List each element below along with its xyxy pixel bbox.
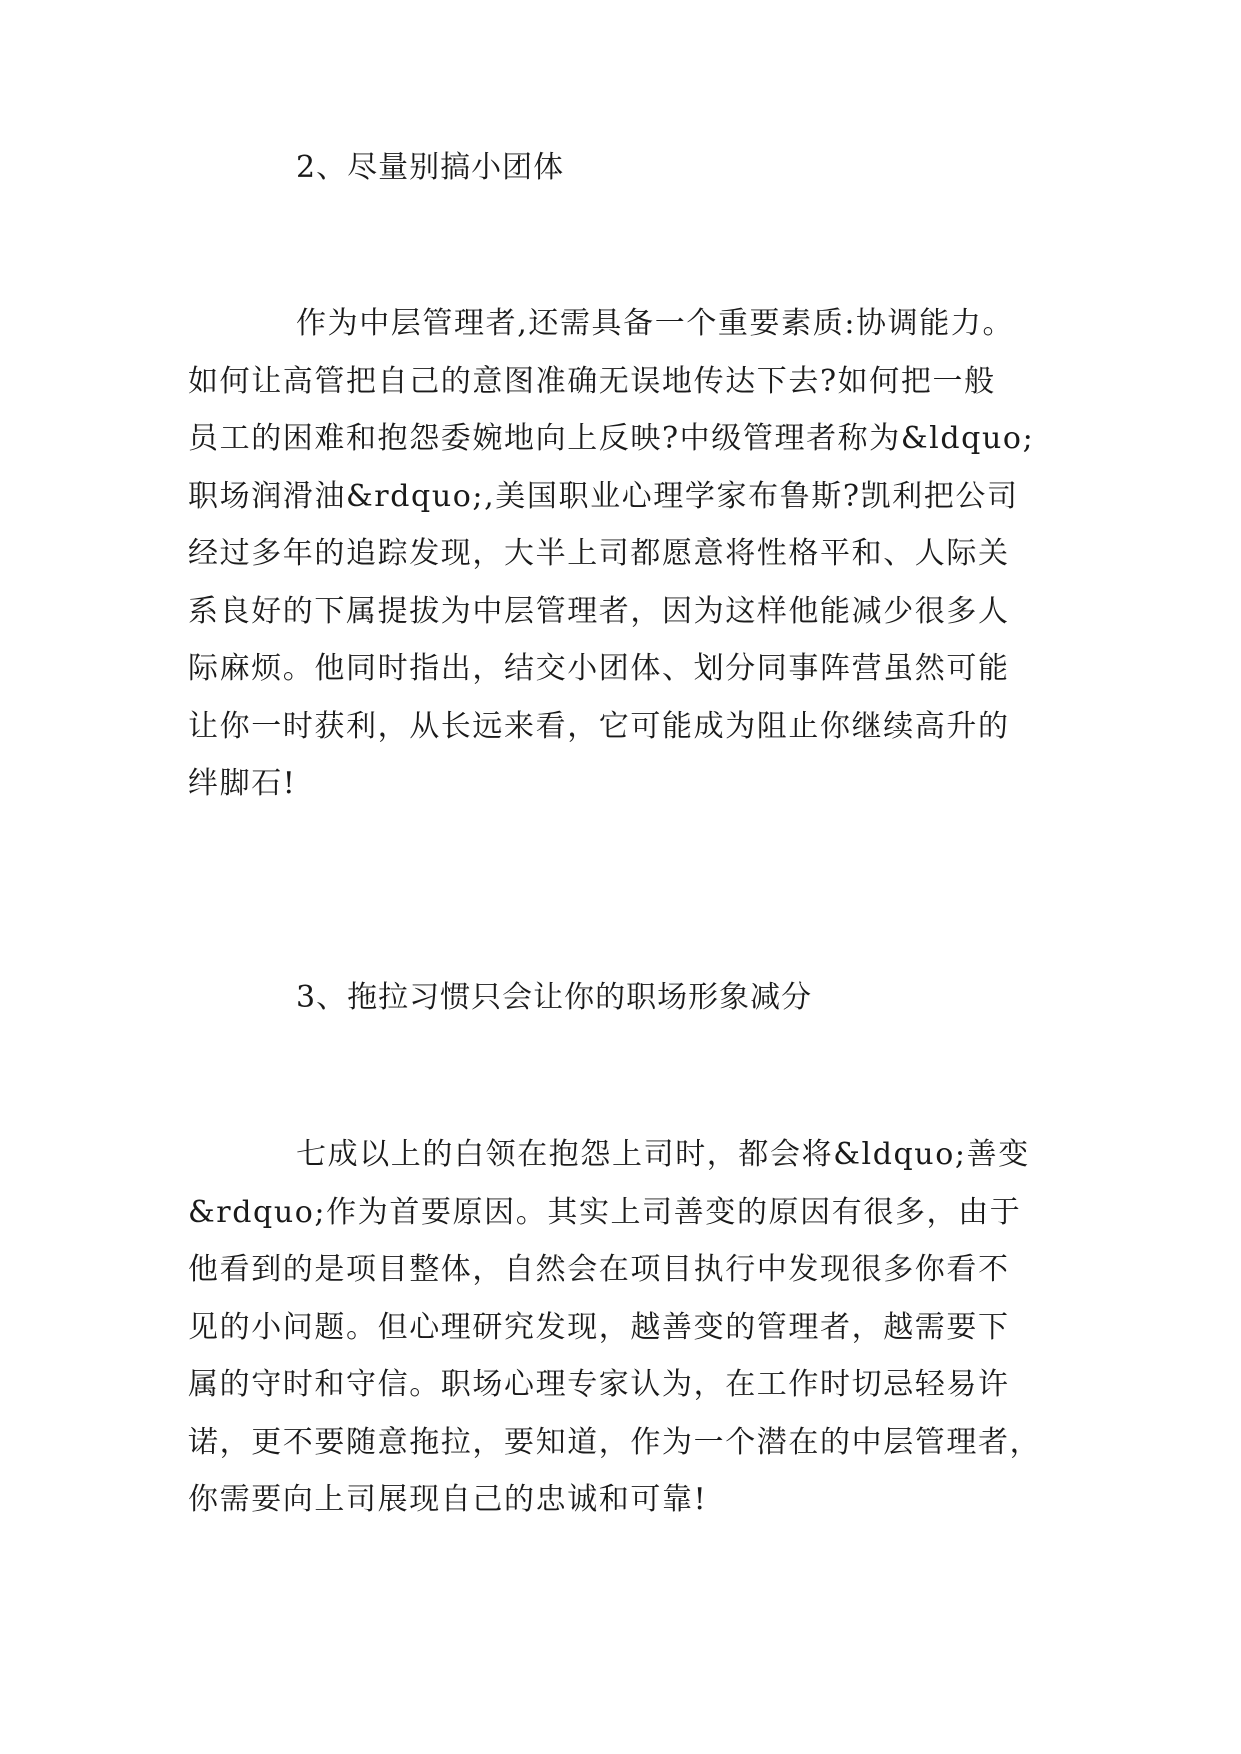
paragraph-line: 属的守时和守信。职场心理专家认为，在工作时切忌轻易许 [188, 1367, 1010, 1402]
paragraph-line: &rdquo;作为首要原因。其实上司善变的原因有很多，由于 [188, 1194, 1022, 1230]
paragraph-line: 绊脚石! [188, 766, 297, 801]
paragraph-line: 如何让高管把自己的意图准确无误地传达下去?如何把一般 [188, 363, 996, 399]
paragraph-line: 经过多年的追踪发现，大半上司都愿意将性格平和、人际关 [188, 536, 1010, 571]
paragraph-line: 际麻烦。他同时指出，结交小团体、划分同事阵营虽然可能 [188, 651, 1010, 686]
paragraph-line: 七成以上的白领在抱怨上司时，都会将&ldquo;善变 [296, 1137, 1030, 1172]
paragraph-line: 员工的困难和抱怨委婉地向上反映?中级管理者称为&ldquo; [188, 421, 1035, 456]
paragraph-line: 职场润滑油&rdquo;,美国职业心理学家布鲁斯?凯利把公司 [188, 478, 1019, 514]
paragraph-line: 系良好的下属提拔为中层管理者，因为这样他能减少很多人 [188, 593, 1010, 629]
paragraph-line: 你需要向上司展现自己的忠诚和可靠! [188, 1482, 708, 1517]
paragraph-line: 他看到的是项目整体，自然会在项目执行中发现很多你看不 [188, 1252, 1010, 1287]
paragraph-procrastination [188, 1126, 1058, 1529]
paragraph-line: 作为中层管理者,还需具备一个重要素质:协调能力。 [296, 306, 1015, 341]
paragraph-coordination [188, 295, 1058, 813]
section-heading-2: 2、尽量别搞小团体 [296, 150, 565, 185]
paragraph-line: 让你一时获利，从长远来看，它可能成为阻止你继续高升的 [188, 708, 1010, 744]
paragraph-line: 见的小问题。但心理研究发现，越善变的管理者，越需要下 [188, 1309, 1010, 1345]
section-heading-3: 3、拖拉习惯只会让你的职场形象减分 [296, 980, 813, 1015]
paragraph-line: 诺，更不要随意拖拉，要知道，作为一个潜在的中层管理者， [188, 1424, 1042, 1460]
